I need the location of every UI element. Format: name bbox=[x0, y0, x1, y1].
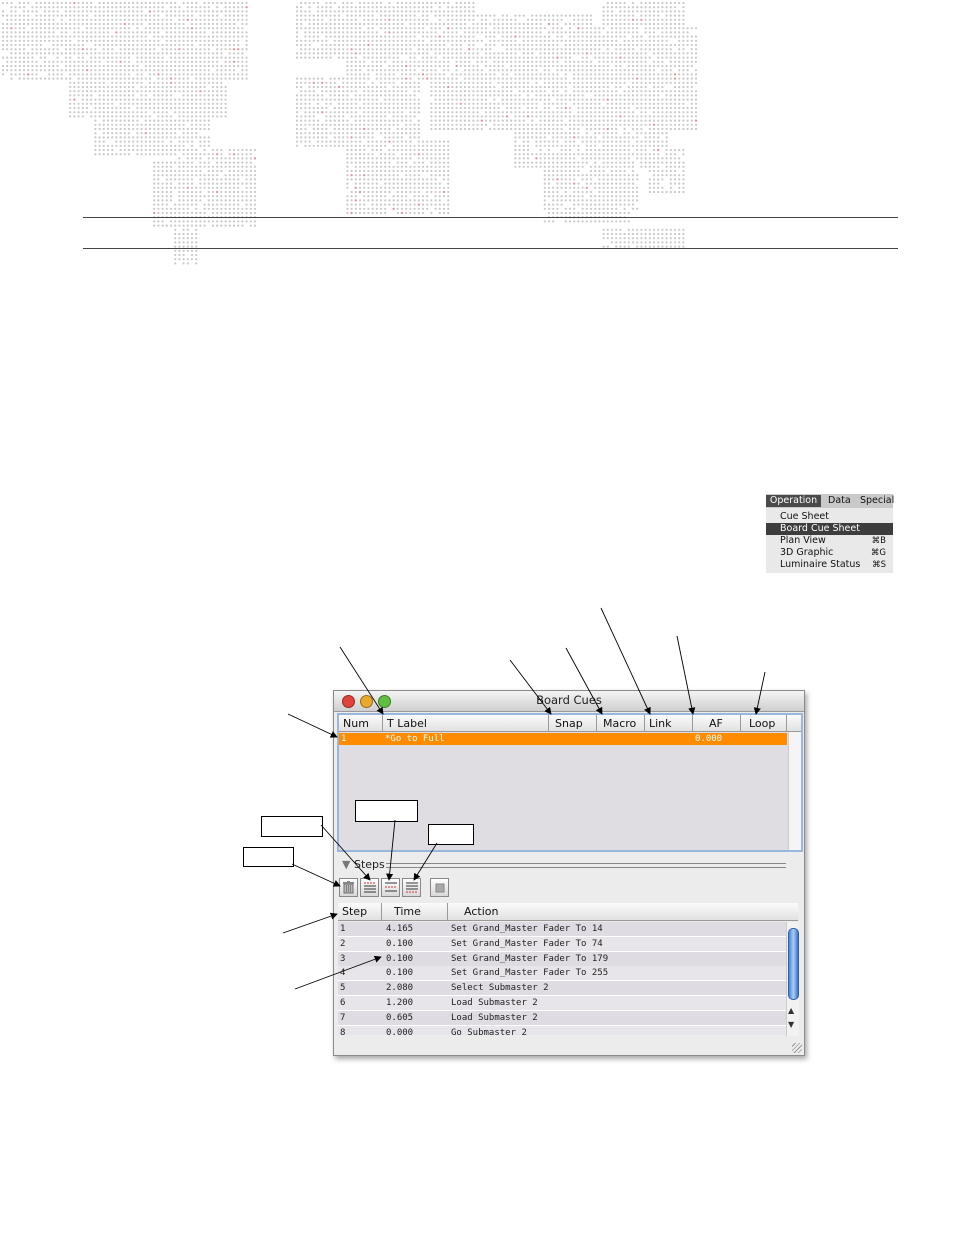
header-rule-bottom bbox=[83, 248, 898, 249]
window-title: Board Cues bbox=[536, 693, 602, 707]
world-map-decoration bbox=[0, 0, 954, 270]
cue-row-selected[interactable] bbox=[339, 733, 787, 745]
menu-data[interactable]: Data bbox=[828, 495, 851, 506]
callout-box bbox=[261, 816, 323, 837]
operation-menu bbox=[766, 494, 893, 573]
menu-item-plan-view[interactable]: Plan View ⌘B bbox=[780, 535, 886, 546]
step-step: 6 bbox=[340, 998, 346, 1008]
step-action: Select Submaster 2 bbox=[451, 983, 549, 994]
steps-table-header bbox=[338, 903, 798, 921]
column-snap[interactable]: Snap bbox=[549, 715, 597, 732]
add-step-between-icon[interactable] bbox=[381, 878, 400, 897]
step-action: Load Submaster 2 bbox=[451, 998, 538, 1008]
board-cues-window bbox=[333, 690, 805, 1056]
steps-scrollbar[interactable] bbox=[786, 922, 799, 1036]
scroll-down-icon[interactable]: ▼ bbox=[788, 1020, 795, 1029]
step-time: 0.000 bbox=[386, 1027, 414, 1035]
resize-grip-icon[interactable] bbox=[792, 1043, 802, 1053]
column-corner bbox=[787, 715, 801, 732]
step-step: 7 bbox=[340, 1012, 346, 1023]
step-action: Set Grand_Master Fader To 179 bbox=[451, 953, 609, 964]
menu-item-luminaire-status[interactable]: Luminaire Status ⌘S bbox=[780, 559, 886, 570]
step-action: Load Submaster 2 bbox=[451, 1012, 538, 1023]
column-link[interactable]: Link bbox=[645, 715, 693, 732]
step-step: 4 bbox=[340, 968, 346, 979]
stop-icon[interactable] bbox=[430, 878, 449, 897]
column-action[interactable]: Action bbox=[448, 903, 798, 921]
table-row[interactable] bbox=[338, 966, 786, 981]
step-time: 4.165 bbox=[386, 924, 414, 934]
disclosure-triangle-icon: ▼ bbox=[342, 858, 351, 871]
menu-bar bbox=[766, 494, 893, 508]
step-action: Set Grand_Master Fader To 255 bbox=[451, 968, 609, 979]
table-row[interactable] bbox=[338, 1011, 786, 1026]
step-action: Go Submaster 2 bbox=[451, 1027, 527, 1035]
steps-table[interactable] bbox=[338, 922, 786, 1035]
table-row[interactable] bbox=[338, 1026, 786, 1035]
step-step: 1 bbox=[340, 924, 346, 934]
cue-label: *Go to Full bbox=[385, 734, 445, 744]
step-time: 1.200 bbox=[386, 998, 414, 1008]
step-step: 3 bbox=[340, 953, 346, 964]
menu-item-cue-sheet[interactable]: Cue Sheet bbox=[780, 511, 829, 522]
column-macro[interactable]: Macro bbox=[597, 715, 645, 732]
callout-box bbox=[428, 824, 474, 845]
header-rule-top bbox=[83, 217, 898, 218]
column-step[interactable]: Step bbox=[338, 903, 382, 921]
scroll-thumb[interactable] bbox=[788, 928, 799, 1000]
menu-item-3d-graphic[interactable]: 3D Graphic ⌘G bbox=[780, 547, 886, 558]
step-step: 8 bbox=[340, 1027, 346, 1035]
table-row[interactable] bbox=[338, 952, 786, 967]
add-step-before-icon[interactable] bbox=[360, 878, 379, 897]
step-time: 0.100 bbox=[386, 968, 414, 979]
cue-af: 0.000 bbox=[695, 734, 723, 744]
table-row[interactable] bbox=[338, 937, 786, 952]
shortcut-label: ⌘S bbox=[872, 560, 886, 570]
trash-icon[interactable] bbox=[339, 878, 358, 897]
column-time[interactable]: Time bbox=[382, 903, 448, 921]
title-bar[interactable] bbox=[334, 691, 804, 712]
table-row[interactable] bbox=[338, 996, 786, 1011]
table-row[interactable] bbox=[338, 981, 786, 996]
cue-num: 1 bbox=[341, 734, 347, 744]
callout-box bbox=[243, 847, 294, 867]
column-loop[interactable]: Loop bbox=[741, 715, 787, 732]
column-af[interactable]: AF bbox=[693, 715, 741, 732]
step-time: 0.605 bbox=[386, 1012, 414, 1023]
menu-item-board-cue-sheet[interactable]: Board Cue Sheet bbox=[766, 523, 893, 535]
step-action: Set Grand_Master Fader To 14 bbox=[451, 924, 603, 934]
column-num[interactable]: Num bbox=[339, 715, 383, 732]
step-time: 2.080 bbox=[386, 983, 414, 994]
steps-disclosure[interactable] bbox=[342, 858, 385, 871]
step-action: Set Grand_Master Fader To 74 bbox=[451, 938, 603, 949]
add-step-after-icon[interactable] bbox=[402, 878, 421, 897]
steps-label: Steps bbox=[353, 858, 385, 871]
step-step: 5 bbox=[340, 983, 346, 994]
menu-operation[interactable]: Operation bbox=[766, 495, 821, 507]
steps-divider bbox=[386, 863, 786, 868]
cue-table[interactable] bbox=[337, 713, 803, 852]
table-row[interactable] bbox=[338, 922, 786, 937]
step-time: 0.100 bbox=[386, 938, 414, 949]
callout-box bbox=[355, 800, 418, 822]
cue-table-scrollbar[interactable] bbox=[788, 732, 801, 850]
shortcut-label: ⌘B bbox=[871, 536, 886, 546]
menu-special[interactable]: Special bbox=[860, 495, 895, 506]
step-step: 2 bbox=[340, 938, 346, 949]
step-time: 0.100 bbox=[386, 953, 414, 964]
column-t-label[interactable]: T Label bbox=[383, 715, 549, 732]
scroll-up-icon[interactable]: ▲ bbox=[788, 1006, 795, 1015]
shortcut-label: ⌘G bbox=[870, 548, 886, 558]
